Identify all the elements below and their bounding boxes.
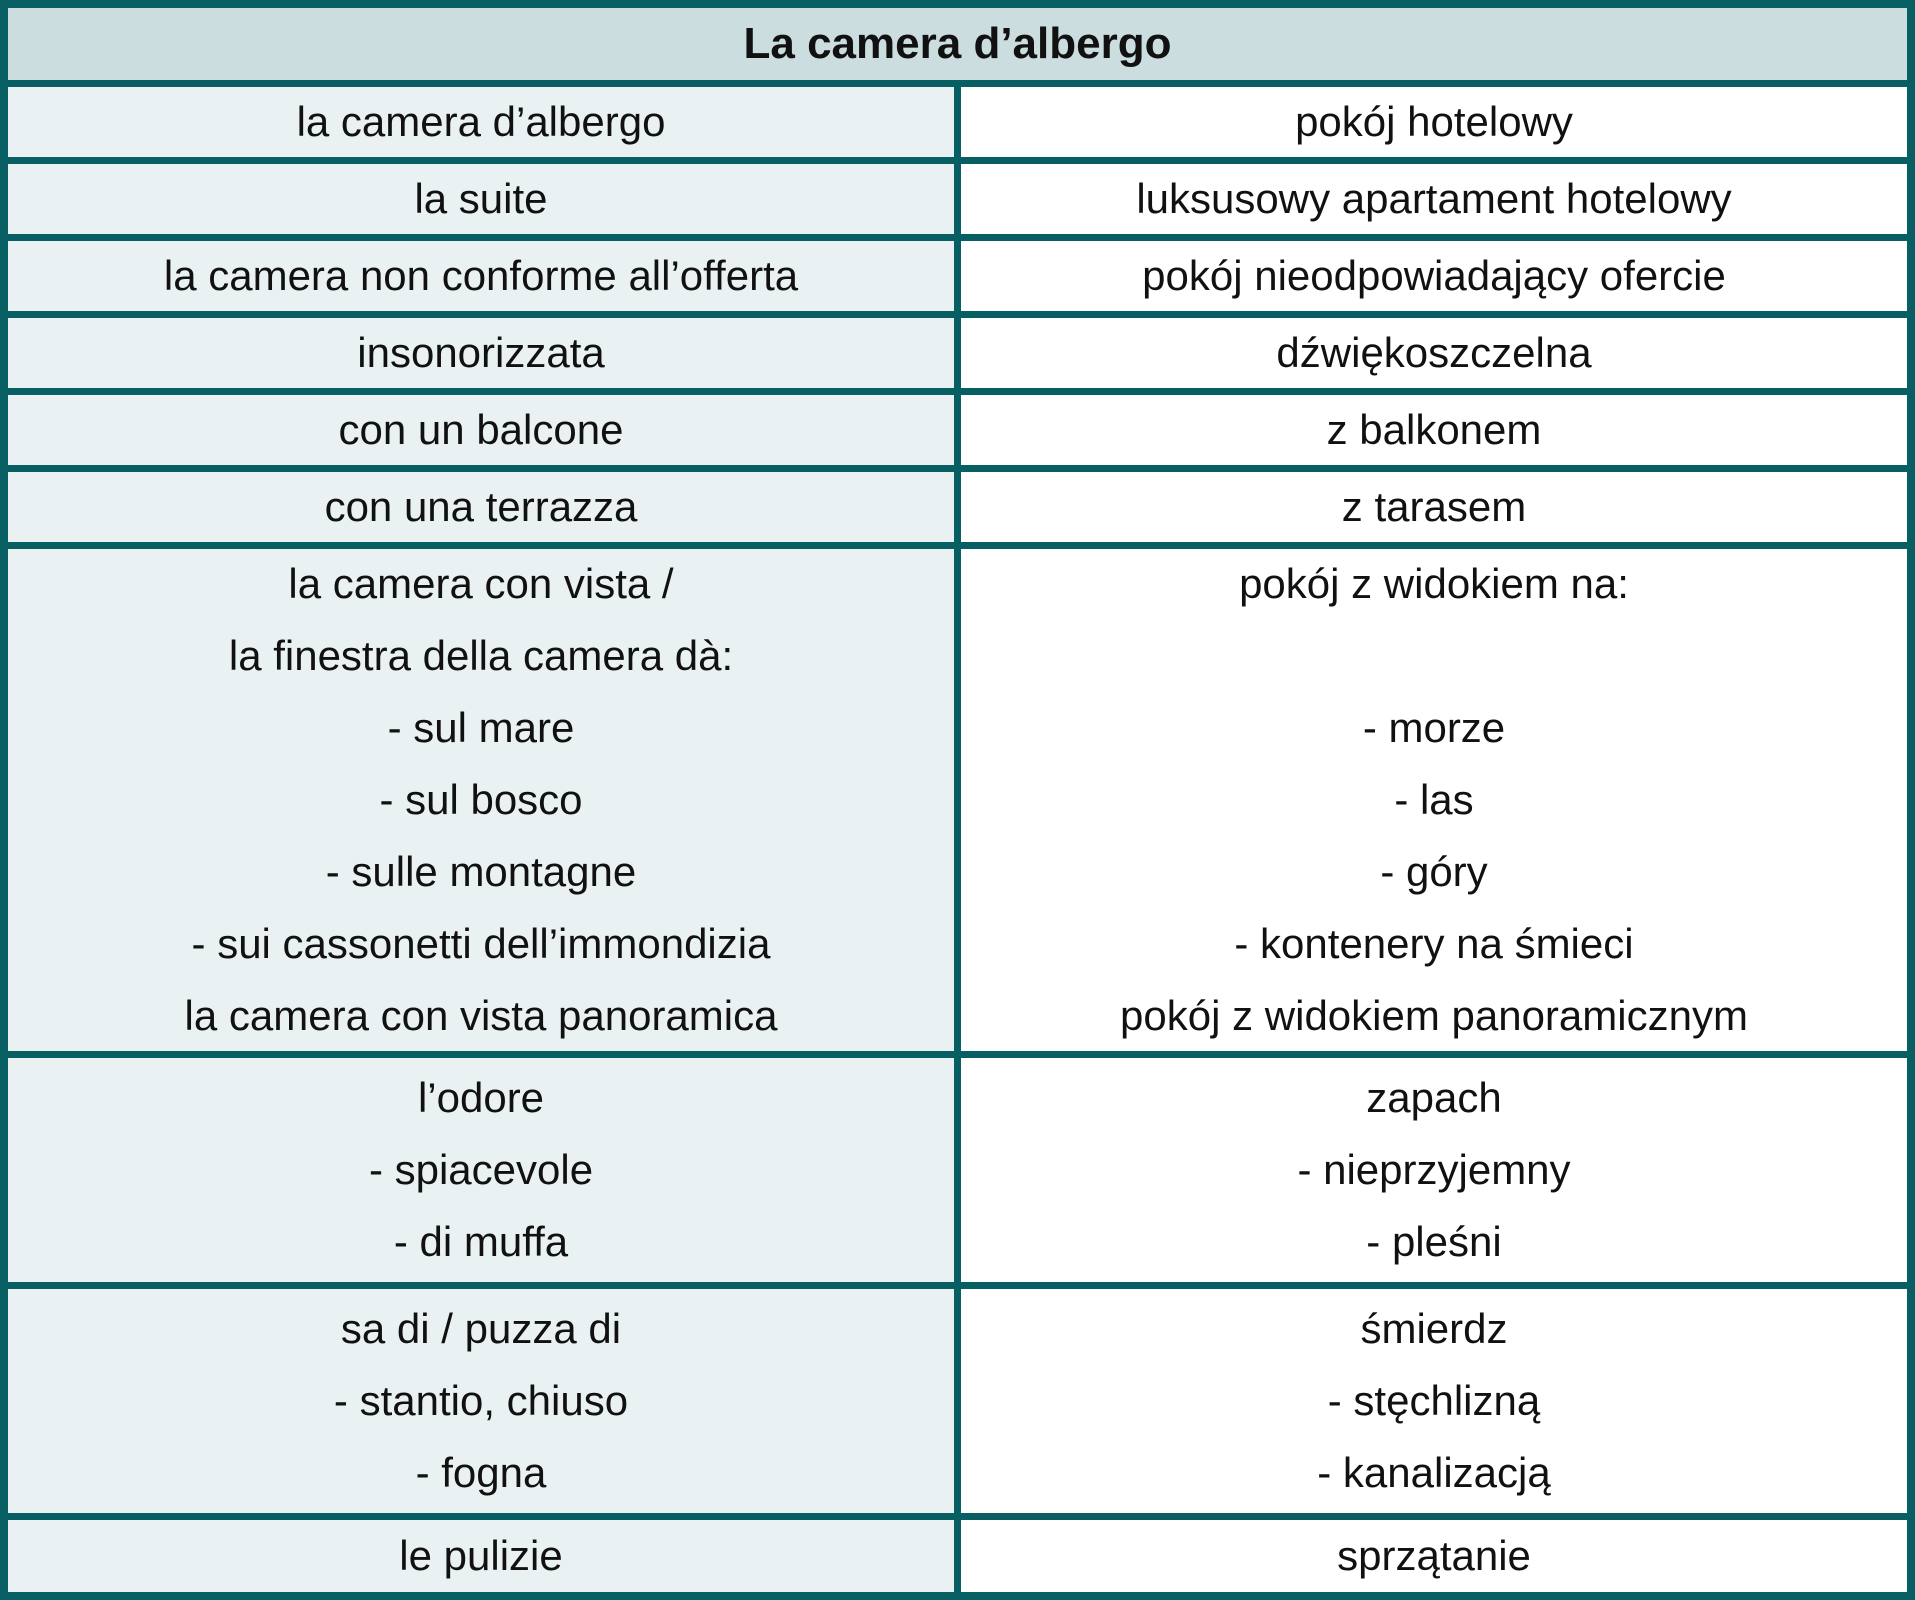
cell-line: pokój z widokiem na: — [1239, 560, 1629, 607]
cell-line: - stantio, chiuso — [333, 1377, 629, 1424]
cell-line: śmierdz — [1360, 1305, 1508, 1352]
table-cell-pl-row8 — [961, 1289, 1907, 1513]
table-cell-it-row3 — [8, 318, 954, 388]
cell-line: con una terrazza — [324, 483, 638, 530]
table-cell-it-row0 — [8, 87, 954, 157]
cell-line: l’odore — [417, 1074, 545, 1121]
cell-line: la camera con vista panoramica — [184, 992, 778, 1039]
cell-line: - kontenery na śmieci — [1234, 920, 1634, 967]
table-cell-pl-row6 — [961, 549, 1907, 1051]
cell-line: z balkonem — [1326, 406, 1542, 453]
cell-line: sa di / puzza di — [340, 1305, 622, 1352]
cell-line: la suite — [414, 175, 548, 222]
cell-line: la camera d’albergo — [296, 98, 666, 145]
cell-line: luksusowy apartament hotelowy — [1136, 175, 1732, 222]
table-cell-pl-row0 — [961, 87, 1907, 157]
table-cell-pl-row2 — [961, 241, 1907, 311]
cell-line: - kanalizacją — [1317, 1449, 1551, 1496]
cell-line: le pulizie — [399, 1532, 563, 1579]
table-cell-it-row9 — [8, 1520, 954, 1592]
table-cell-pl-row1 — [961, 164, 1907, 234]
cell-line: - góry — [1380, 848, 1488, 895]
cell-line: - stęchlizną — [1327, 1377, 1541, 1424]
cell-line: - spiacevole — [368, 1146, 594, 1193]
table-cell-pl-row9 — [961, 1520, 1907, 1592]
cell-line: - sulle montagne — [325, 848, 637, 895]
table-cell-it-row6 — [8, 549, 954, 1051]
cell-line: pokój nieodpowiadający ofercie — [1142, 252, 1726, 299]
table-cell-pl-row4 — [961, 395, 1907, 465]
table-cell-it-row5 — [8, 472, 954, 542]
table-cell-it-row1 — [8, 164, 954, 234]
table-cell-pl-row5 — [961, 472, 1907, 542]
cell-line: la camera non conforme all’offerta — [163, 252, 799, 299]
cell-line: - sul mare — [387, 704, 575, 751]
table-title: La camera d’albergo — [8, 8, 1907, 80]
cell-line: - nieprzyjemny — [1297, 1146, 1571, 1193]
table-cell-pl-row7 — [961, 1058, 1907, 1282]
cell-line: dźwiękoszczelna — [1276, 329, 1592, 376]
cell-line: - las — [1394, 776, 1474, 823]
cell-line: - sui cassonetti dell’immondizia — [191, 920, 771, 967]
table-cell-it-row2 — [8, 241, 954, 311]
cell-line: la finestra della camera dà: — [228, 632, 734, 679]
cell-line: con un balcone — [338, 406, 624, 453]
table-cell-it-row8 — [8, 1289, 954, 1513]
table-cell-it-row7 — [8, 1058, 954, 1282]
cell-line: z tarasem — [1341, 483, 1527, 530]
cell-line: insonorizzata — [357, 329, 605, 376]
cell-line: la camera con vista / — [288, 560, 674, 607]
cell-line — [1428, 620, 1440, 692]
table-cell-pl-row3 — [961, 318, 1907, 388]
cell-line: zapach — [1366, 1074, 1502, 1121]
cell-line: - sul bosco — [379, 776, 583, 823]
cell-line: - pleśni — [1366, 1218, 1502, 1265]
cell-line: pokój hotelowy — [1295, 98, 1573, 145]
cell-line: - fogna — [415, 1449, 547, 1496]
cell-line: - morze — [1362, 704, 1506, 751]
table-cell-it-row4 — [8, 395, 954, 465]
cell-line: pokój z widokiem panoramicznym — [1120, 992, 1748, 1039]
cell-line: - di muffa — [393, 1218, 569, 1265]
cell-line: sprzątanie — [1337, 1532, 1531, 1579]
